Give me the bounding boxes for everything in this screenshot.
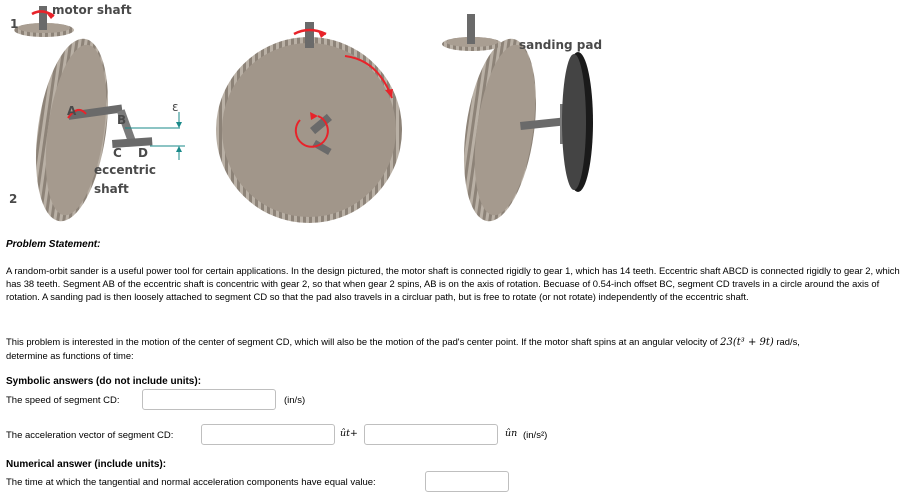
acceleration-unit: (in/s²) <box>523 430 548 441</box>
sanding-pad-label: sanding pad <box>519 38 603 52</box>
motor-shaft-label: motor shaft <box>52 3 132 17</box>
time-input[interactable] <box>425 471 509 492</box>
speed-unit: (in/s) <box>284 395 306 406</box>
shaft-label: shaft <box>94 182 129 196</box>
unit-vector-n: ûn <box>505 428 518 439</box>
symbolic-answers-heading: Symbolic answers (do not include units): <box>6 376 202 387</box>
gear-2-label: 2 <box>9 192 18 206</box>
point-a-label: A <box>67 104 77 118</box>
acceleration-label: The acceleration vector of segment CD: <box>6 430 174 441</box>
point-b-label: B <box>117 113 127 127</box>
problem-description: A random-orbit sander is a useful power tool for certain applications. In the design pictured, the motor shaft is connected rigidly to gear 1, which has 14 teeth. Eccentric shaft ABCD is connected rigidly to gear 2, which has 38 teeth. Segment AB of the eccentric shaft is concentric with gear 2, so that when gear 2 spins, AB is on the axis of rotation. Becuase of 0.54-inch offset BC, segment CD travels in a circle around the axis of rotation. A sanding pad is then loosely attached to segment CD so that the pad also travels in a circluar path, but is free to rotate (or not rotate) independently of the eccentric shaft. <box>6 265 900 302</box>
gear-1-label: 1 <box>10 17 19 31</box>
gear-system-figure <box>0 0 605 228</box>
center-gear <box>216 22 402 223</box>
question-text-line2: determine as functions of time: <box>6 350 134 361</box>
equal-components-time-label: The time at which the tangential and normal acceleration components have equal value: <box>6 477 376 488</box>
problem-statement-heading: Problem Statement: <box>6 239 101 250</box>
epsilon-label: ε <box>172 100 179 114</box>
angular-velocity-expression: 23(t³ + 9t) <box>720 337 774 348</box>
gear-illustration <box>0 0 605 228</box>
angular-velocity-unit: rad/s, <box>776 336 800 347</box>
point-c-label: C <box>113 146 122 160</box>
speed-input[interactable] <box>142 389 276 410</box>
point-d-label: D <box>138 146 148 160</box>
speed-label: The speed of segment CD: <box>6 395 120 406</box>
acceleration-normal-input[interactable] <box>364 424 498 445</box>
numerical-answer-heading: Numerical answer (include units): <box>6 459 167 470</box>
acceleration-tangential-input[interactable] <box>201 424 335 445</box>
question-text: This problem is interested in the motion of the center of segment CD, which will also be the motion of the pad's center point. If the motor shaft spins at an angular velocity of <box>6 336 718 347</box>
unit-vector-t: ût+ <box>340 428 358 439</box>
problem-question <box>6 335 904 362</box>
eccentric-label: eccentric <box>94 163 156 177</box>
